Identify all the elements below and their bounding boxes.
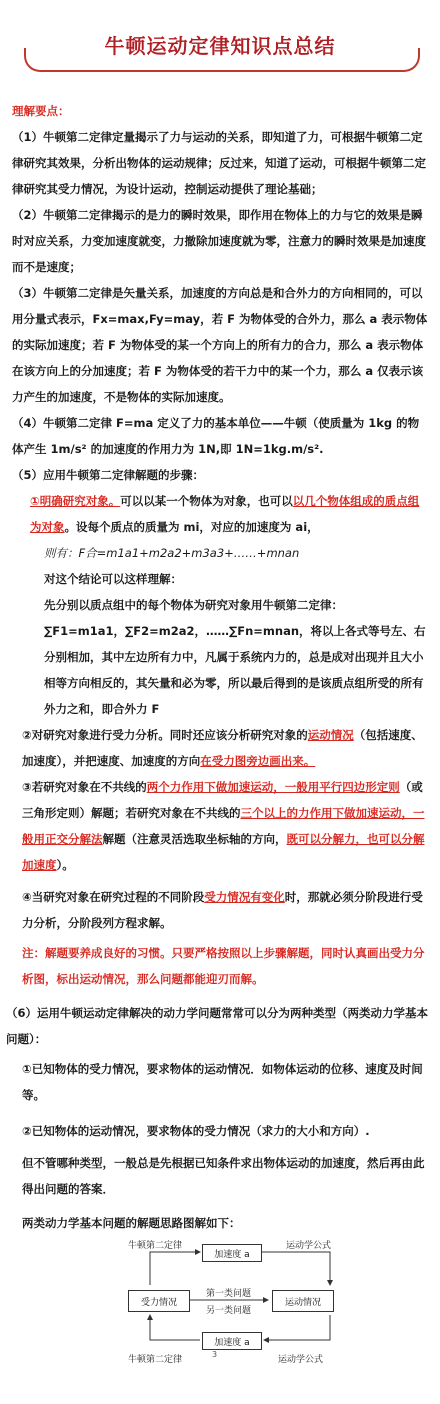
step-1-formula: 则有：F合=m1a1+m2a2+m3a3+……+mnan — [44, 546, 300, 560]
point-6: （6）运用牛顿运动定律解决的动力学问题常常可以分为两种类型（两类动力学基本问题）： — [6, 1006, 428, 1046]
step-1-explain-2: 先分别以质点组中的每个物体为研究对象用牛顿第二定律： — [44, 598, 343, 612]
step-1-title: ①明确研究对象。 — [30, 494, 121, 508]
diagram-label-kinematics-bottom: 运动学公式 — [278, 1355, 324, 1365]
point-5: （5）应用牛顿第二定律解题的步骤： — [12, 468, 204, 482]
point-4: （4）牛顿第二定律 F=ma 定义了力的基本单位——牛顿（使质量为 1kg 的物体产生 1m/s² 的加速度的作用力为 1N,即 1N=1kg.m/s². — [12, 416, 420, 456]
point-1: （1）牛顿第二定律定量揭示了力与运动的关系，即知道了力，可根据牛顿第二定律研究其效果，分析出物体的运动规律；反过来，知道了运动，可根据牛顿第二定律研究其受力情况，为设计运动，控制运动提供了理论基础； — [12, 130, 426, 196]
diagram-label-newton-bottom: 牛顿第二定律 — [128, 1355, 183, 1365]
diagram-box-motion: 运动情况 — [272, 1290, 334, 1312]
step-1-derivation: ∑F1=m1a1，∑F2=m2a2，……∑Fn=mnan，将以上各式等号左、右分别相加，其中左边所有力中，凡属于系统内力的，总是成对出现并且大小相等方向相反的，其矢量和必为零，所以最后得到的是该质点组所受的所有外力之和，即合外力 F — [44, 624, 426, 716]
step-2: ②对研究对象进行受力分析。同时还应该分析研究对象的运动情况（包括速度、加速度），并把速度、加速度的方向在受力图旁边画出来。 — [22, 728, 423, 768]
diagram-label-type-1: 第一类问题 — [206, 1289, 252, 1299]
diagram-label-type-2: 另一类问题 — [206, 1306, 252, 1316]
step-3: ③若研究对象在不共线的两个力作用下做加速运动，一般用平行四边形定则（或三角形定则）解题；若研究对象在不共线的三个以上的力作用下做加速运动，一般用正交分解法解题（注意灵活选取坐标轴的方向，既可以分解力，也可以分解加速度）。 — [22, 780, 425, 872]
step-1-highlight: 以几个物体组成的质点组为对象 — [30, 494, 420, 534]
diagram-label-kinematics-top: 运动学公式 — [286, 1241, 332, 1251]
diagram-box-accel-top: 加速度 a — [202, 1244, 262, 1262]
type-1: ①已知物体的受力情况，要求物体的运动情况．如物体运动的位移、速度及时间等。 — [22, 1062, 423, 1102]
diagram-box-accel-bottom: 加速度 a — [202, 1332, 262, 1350]
step-1: ①明确研究对象。可以以某一个物体为对象，也可以以几个物体组成的质点组为对象。设每个质点的质量为 mi，对应的加速度为 ai， — [30, 494, 420, 534]
diagram-box-force: 受力情况 — [128, 1290, 190, 1312]
diagram-caption: 两类动力学基本问题的解题思路图解如下： — [22, 1216, 241, 1230]
point-3: （3）牛顿第二定律是矢量关系，加速度的方向总是和合外力的方向相同的，可以用分量式表示，Fx=max,Fy=may，若 F 为物体受的合外力，那么 a 表示物体的实际加速度；若 F 为物体受的某一个方向上的所有力的合力，那么 a 表示物体在该方向上的分加速度；若 F 为物体受的若干力中的某一个力，那么 a 仅表示该力产生的加速度，不是物体的实际加速度。 — [12, 286, 428, 404]
type-2: ②已知物体的运动情况，要求物体的受力情况（求力的大小和方向）. — [22, 1124, 370, 1138]
diagram-label-newton-top: 牛顿第二定律 — [128, 1241, 183, 1251]
point-2: （2）牛顿第二定律揭示的是力的瞬时效果，即作用在物体上的力与它的效果是瞬时对应关系，力变加速度就变，力撤除加速度就为零，注意力的瞬时效果是加速度而不是速度； — [12, 208, 426, 274]
summary: 但不管哪种类型，一般总是先根据已知条件求出物体运动的加速度，然后再由此得出问题的答案． — [22, 1156, 425, 1196]
step-1-explain: 对这个结论可以这样理解： — [44, 572, 182, 586]
section-heading: 理解要点： — [12, 104, 70, 118]
page-title: 牛顿运动定律知识点总结 — [104, 34, 336, 58]
step-4: ④当研究对象在研究过程的不同阶段受力情况有变化时，那就必须分阶段进行受力分析，分阶段列方程求解。 — [22, 890, 423, 930]
page-number: 3 — [212, 1350, 218, 1359]
note: 注：解题要养成良好的习惯。只要严格按照以上步骤解题，同时认真画出受力分析图，标出运动情况，那么问题都能迎刃而解。 — [22, 946, 425, 986]
